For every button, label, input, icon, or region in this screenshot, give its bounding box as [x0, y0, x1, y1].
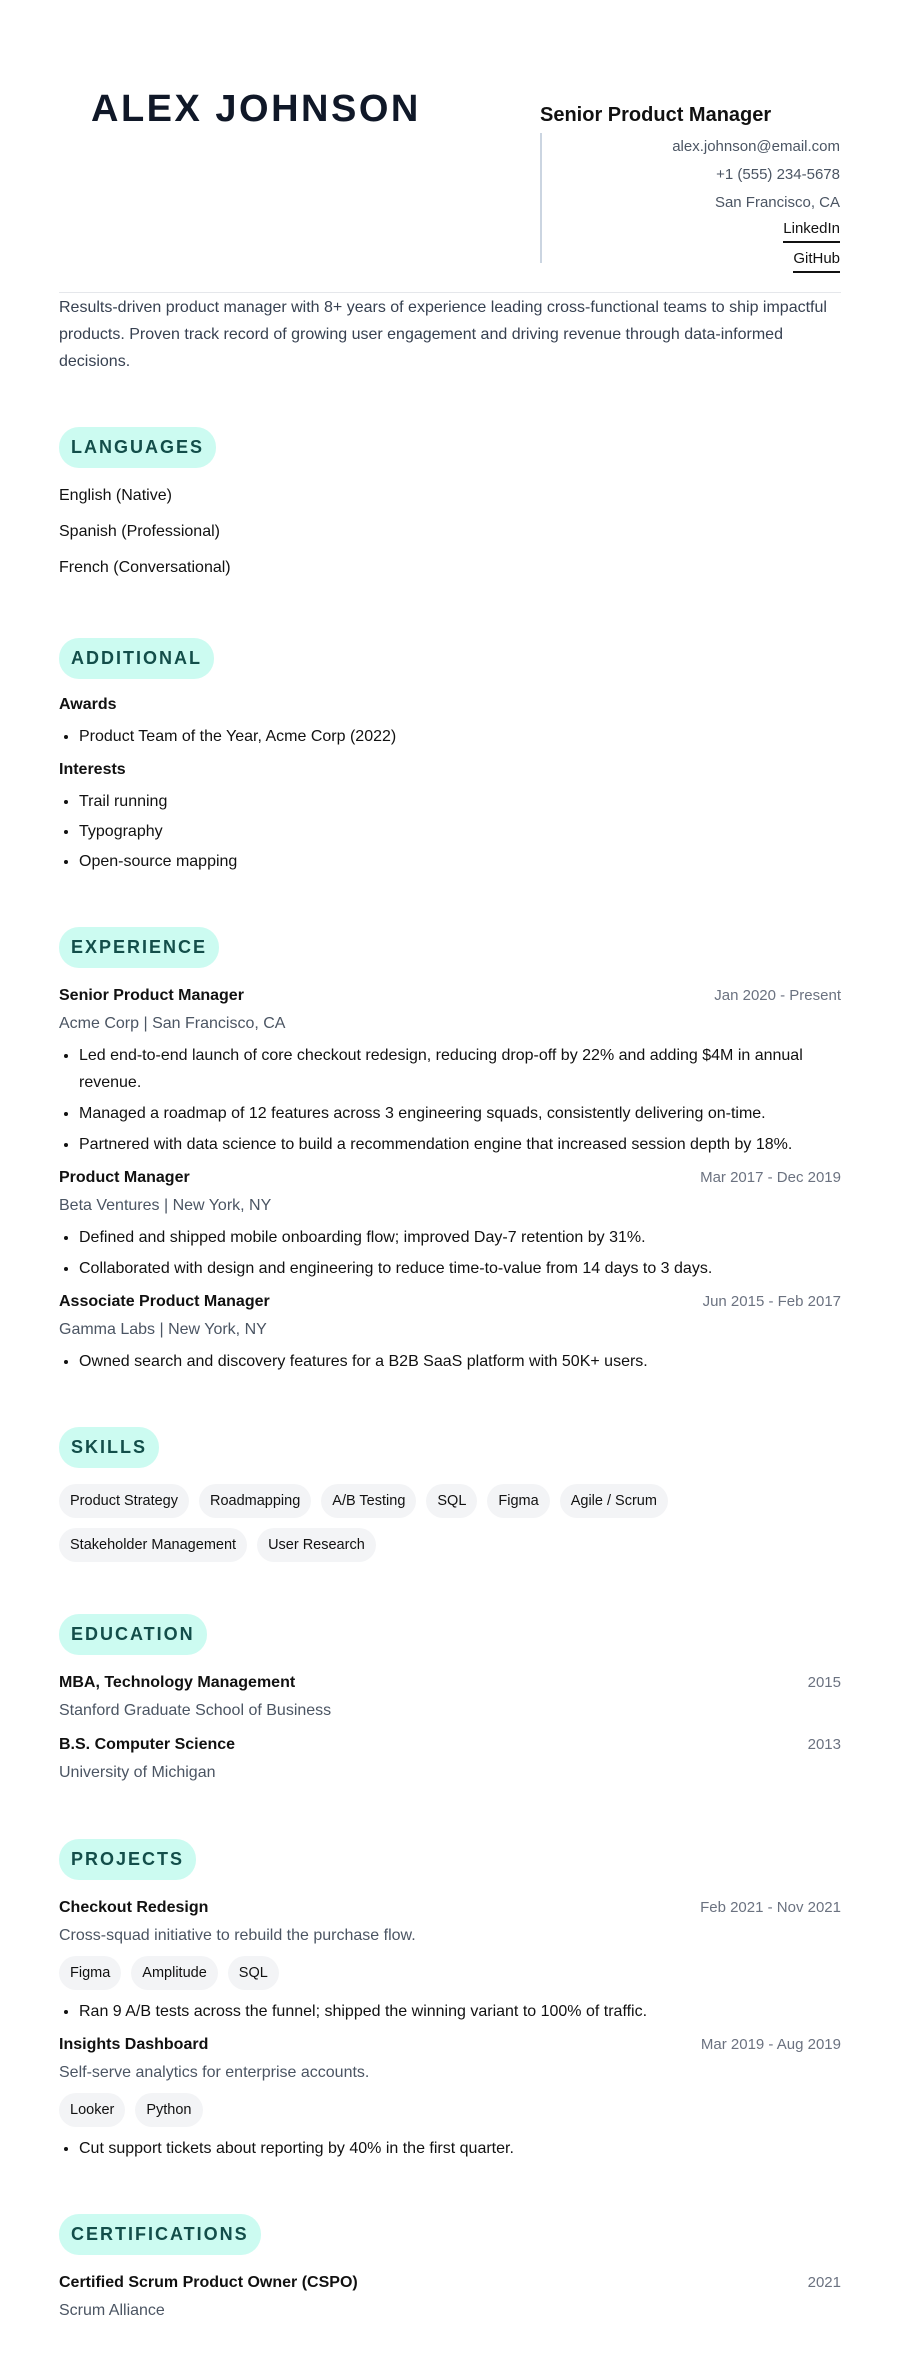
list-item: • Open-source mapping [79, 848, 841, 875]
section-title: EDUCATION [59, 1614, 207, 1655]
job-role: Product Manager [59, 1169, 190, 1186]
job-company: Beta Ventures | New York, NY [59, 1197, 272, 1214]
skill-chip: Stakeholder Management [59, 1528, 247, 1562]
project-bullets [59, 1998, 841, 2025]
certification-name: Certified Scrum Product Owner (CSPO) [59, 2274, 358, 2291]
job-entry [59, 1164, 841, 1282]
list-item: • Collaborated with design and engineering to reduce time-to-value from 14 days to 3 days. [79, 1255, 841, 1282]
project-date: Mar 2019 - Aug 2019 [700, 2036, 841, 2053]
list-item: • Led end-to-end launch of core checkout redesign, reducing drop-off by 22% and adding $4M in annual revenue. [79, 1042, 841, 1096]
contact-email[interactable]: alex.johnson@email.com [672, 138, 840, 155]
header-divider [59, 292, 841, 293]
degree-year: 2013 [807, 1736, 841, 1753]
degree: B.S. Computer Science [59, 1736, 236, 1753]
contact-phone[interactable]: +1 (555) 234-5678 [716, 166, 840, 183]
certification-entry [59, 2269, 841, 2325]
list-item: • Product Team of the Year, Acme Corp (2022) [79, 723, 841, 750]
job-company: Acme Corp | San Francisco, CA [59, 1015, 286, 1032]
degree-year: 2015 [807, 1674, 841, 1691]
project-tags [59, 1956, 841, 1990]
project-date: Feb 2021 - Nov 2021 [700, 1899, 841, 1916]
skill-chip: A/B Testing [321, 1484, 416, 1518]
school: Stanford Graduate School of Business [59, 1702, 332, 1719]
project-name: Checkout Redesign [59, 1899, 209, 1916]
job-title: Senior Product Manager [540, 104, 772, 126]
section-title: PROJECTS [59, 1839, 196, 1880]
section-certifications [59, 2214, 841, 2325]
list-item: • Managed a roadmap of 12 features across 3 engineering squads, consistently delivering on-time. [79, 1100, 841, 1127]
contact-block [540, 104, 840, 267]
job-entry [59, 982, 841, 1158]
job-role: Associate Product Manager [59, 1293, 270, 1310]
education-entry [59, 1731, 841, 1787]
interests-heading: Interests [59, 761, 126, 778]
job-date: Mar 2017 - Dec 2019 [700, 1169, 841, 1186]
section-title: EXPERIENCE [59, 927, 219, 968]
project-tags [59, 2093, 841, 2127]
skill-chip: User Research [257, 1528, 376, 1562]
section-education [59, 1614, 841, 1787]
degree: MBA, Technology Management [59, 1674, 296, 1691]
certification-year: 2021 [807, 2274, 841, 2291]
list-item: • Defined and shipped mobile onboarding flow; improved Day-7 retention by 31%. [79, 1224, 841, 1251]
section-experience [59, 927, 841, 1375]
skill-chip: Agile / Scrum [560, 1484, 668, 1518]
section-languages [59, 427, 841, 586]
project-desc: Cross-squad initiative to rebuild the purchase flow. [59, 1927, 416, 1944]
section-title: ADDITIONAL [59, 638, 214, 679]
job-bullets [59, 1042, 841, 1158]
interests-list [59, 788, 841, 875]
skill-chip: Product Strategy [59, 1484, 189, 1518]
school: University of Michigan [59, 1764, 216, 1781]
awards-list [59, 723, 841, 750]
summary: Results-driven product manager with 8+ years of experience leading cross-functional teams to ship impactful products. Proven track record of growing user engagement and driving revenue through data-informed decisions. [59, 299, 827, 370]
language-item: English (Native) [59, 487, 172, 504]
education-entry [59, 1669, 841, 1725]
tag-chip: Amplitude [131, 1956, 217, 1990]
list-item: • Ran 9 A/B tests across the funnel; shipped the winning variant to 100% of traffic. [79, 1998, 841, 2025]
skills-chips [59, 1484, 841, 1562]
project-desc: Self-serve analytics for enterprise accounts. [59, 2064, 370, 2081]
project-name: Insights Dashboard [59, 2036, 209, 2053]
github-link[interactable]: GitHub [793, 247, 840, 273]
section-additional [59, 638, 841, 875]
job-entry [59, 1288, 841, 1375]
contact-lines [540, 133, 840, 267]
certification-issuer: Scrum Alliance [59, 2302, 165, 2319]
section-skills [59, 1427, 841, 1562]
job-bullets [59, 1224, 841, 1282]
list-item: • Typography [79, 818, 841, 845]
section-title: CERTIFICATIONS [59, 2214, 261, 2255]
skill-chip: Figma [487, 1484, 549, 1518]
job-date: Jan 2020 - Present [714, 987, 841, 1004]
tag-chip: SQL [228, 1956, 279, 1990]
tag-chip: Python [135, 2093, 202, 2127]
section-projects [59, 1839, 841, 2162]
awards-heading: Awards [59, 696, 117, 713]
linkedin-link[interactable]: LinkedIn [783, 217, 840, 243]
skill-chip: SQL [426, 1484, 477, 1518]
project-entry [59, 2031, 841, 2162]
skill-chip: Roadmapping [199, 1484, 311, 1518]
language-item: French (Conversational) [59, 559, 231, 576]
project-bullets [59, 2135, 841, 2162]
job-bullets [59, 1348, 841, 1375]
language-item: Spanish (Professional) [59, 523, 220, 540]
tag-chip: Figma [59, 1956, 121, 1990]
job-company: Gamma Labs | New York, NY [59, 1321, 267, 1338]
tag-chip: Looker [59, 2093, 125, 2127]
contact-location: San Francisco, CA [714, 194, 840, 211]
project-entry [59, 1894, 841, 2025]
resume-header [59, 0, 841, 272]
section-title: LANGUAGES [59, 427, 216, 468]
list-item: • Owned search and discovery features for a B2B SaaS platform with 50K+ users. [79, 1348, 841, 1375]
list-item: • Cut support tickets about reporting by 40% in the first quarter. [79, 2135, 841, 2162]
section-title: SKILLS [59, 1427, 159, 1468]
job-role: Senior Product Manager [59, 987, 244, 1004]
job-date: Jun 2015 - Feb 2017 [702, 1293, 841, 1310]
candidate-name: ALEX JOHNSON [91, 88, 421, 130]
list-item: • Trail running [79, 788, 841, 815]
list-item: • Partnered with data science to build a recommendation engine that increased session depth by 18%. [79, 1131, 841, 1158]
